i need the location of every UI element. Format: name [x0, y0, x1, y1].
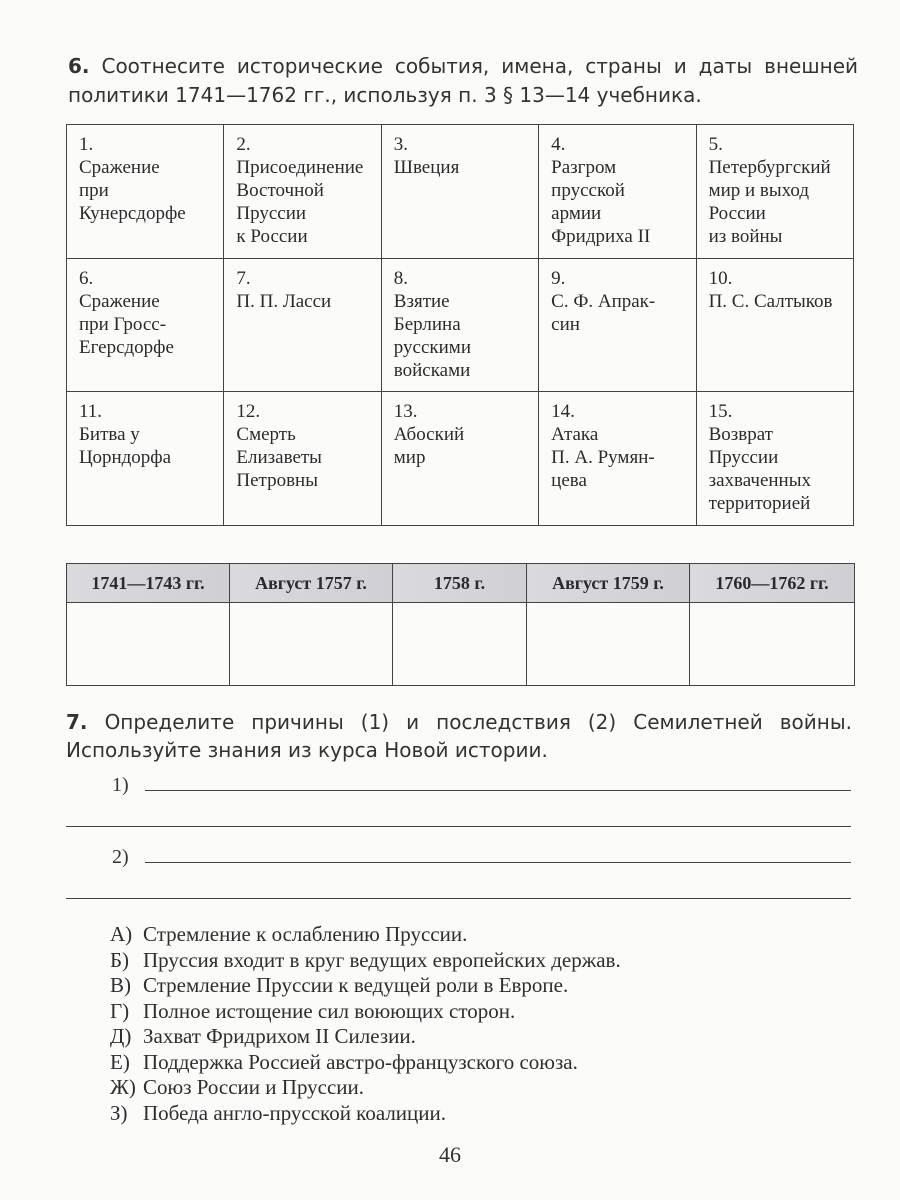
- grid-cell: [696, 392, 853, 526]
- answer-1-line[interactable]: [145, 790, 851, 791]
- option-text: Захват Фридрихом II Силезии.: [143, 1024, 416, 1048]
- table-row: [67, 392, 854, 526]
- cell-number: 7.: [236, 267, 251, 289]
- dates-answer-table: [66, 563, 855, 686]
- cell-number: 9.: [551, 267, 566, 289]
- cell-number: 2.: [236, 134, 251, 155]
- cell-number: 1.: [79, 134, 94, 155]
- answer-2-line[interactable]: [145, 862, 851, 863]
- cell-text: П. С. Салтыков: [708, 290, 833, 312]
- cell-number: 11.: [79, 401, 103, 423]
- cell-text: Атака П. А. Румян- цева: [551, 424, 655, 492]
- cell-text: Смерть Елизаветы Петровны: [236, 424, 322, 492]
- answer-1-label: 1): [112, 774, 129, 796]
- grid-cell: [67, 258, 224, 392]
- list-item: [110, 948, 850, 974]
- cell-number: 5.: [708, 134, 723, 155]
- events-grid-table: [66, 124, 854, 526]
- answer-1-line-continued[interactable]: [66, 826, 851, 827]
- answer-2-label: 2): [112, 846, 129, 868]
- option-letter: А): [110, 922, 133, 946]
- table-row: [67, 258, 854, 392]
- grid-cell: [539, 258, 696, 392]
- list-item: [110, 1024, 850, 1050]
- cell-text: Битва у Цорндорфа: [79, 424, 172, 469]
- option-text: Поддержка Россией австро-французского союза.: [143, 1049, 578, 1074]
- cell-text: Разгром прусской армии Фридриха II: [551, 157, 651, 247]
- cell-number: 6.: [79, 267, 94, 289]
- date-header: Август 1759 г.: [527, 564, 690, 603]
- grid-cell: [224, 125, 381, 259]
- grid-cell: [696, 258, 853, 392]
- cell-number: 3.: [393, 134, 409, 155]
- cell-text: Швеция: [393, 157, 460, 178]
- option-text: Стремление Пруссии к ведущей роли в Европе.: [143, 973, 569, 997]
- cell-number: 13.: [393, 401, 418, 423]
- option-text: Пруссия входит в круг ведущих европейских держав.: [143, 947, 621, 972]
- cell-number: 4.: [551, 134, 566, 155]
- cell-text: С. Ф. Апрак- син: [551, 290, 656, 335]
- list-item: [110, 999, 850, 1025]
- table-row: [67, 125, 854, 259]
- cell-number: 12.: [236, 401, 261, 423]
- cell-text: Сражение при Гросс- Егерсдорфе: [79, 290, 174, 358]
- grid-cell: [67, 125, 224, 259]
- grid-cell: [381, 392, 538, 526]
- grid-cell: [539, 392, 696, 526]
- date-header: 1760—1762 гг.: [690, 564, 855, 603]
- list-item: [110, 1101, 850, 1127]
- option-letter: Ж): [110, 1075, 136, 1099]
- cell-number: 10.: [708, 267, 733, 289]
- answer-cell[interactable]: [690, 603, 855, 686]
- task-7-instruction: [66, 708, 852, 764]
- task-7-number: 7.: [66, 710, 88, 734]
- dates-header-row: [67, 564, 855, 603]
- list-item: [110, 1075, 850, 1101]
- cell-text: Присоединение Восточной Пруссии к России: [236, 157, 364, 247]
- answer-cell[interactable]: [230, 603, 393, 686]
- page-number: 46: [439, 1142, 461, 1167]
- cell-number: 15.: [708, 401, 733, 423]
- grid-cell: [696, 125, 853, 259]
- task-6-number: 6.: [68, 54, 90, 78]
- grid-cell: [224, 392, 381, 526]
- task-6-instruction: [68, 52, 858, 110]
- cell-text: Абоский мир: [393, 424, 465, 469]
- grid-cell: [539, 125, 696, 259]
- dates-answer-row: [67, 603, 855, 686]
- grid-cell: [381, 125, 538, 259]
- option-text: Союз России и Пруссии.: [143, 1075, 365, 1099]
- cell-number: 14.: [551, 401, 575, 423]
- cell-number: 8.: [393, 267, 409, 289]
- option-letter: З): [110, 1100, 128, 1125]
- cell-text: Петербургский мир и выход России из войны: [708, 157, 831, 247]
- grid-cell: [224, 258, 381, 392]
- answer-2-line-continued[interactable]: [66, 898, 851, 899]
- cell-text: П. П. Ласси: [236, 290, 332, 312]
- answer-cell[interactable]: [67, 603, 230, 686]
- task-6-text: Соотнесите исторические события, имена, страны и даты внешней политики 1741—1762 гг., используя п. 3 § 13—14 учебника.: [68, 54, 858, 107]
- cell-text: Взятие Берлина русскими войсками: [393, 290, 471, 381]
- option-letter: Д): [110, 1024, 132, 1048]
- list-item: [110, 1050, 850, 1076]
- list-item: [110, 973, 850, 999]
- date-header: 1741—1743 гг.: [67, 564, 230, 603]
- grid-cell: [381, 258, 538, 392]
- option-letter: В): [110, 973, 131, 997]
- option-letter: Б): [110, 947, 130, 972]
- option-letter: Е): [110, 1049, 130, 1074]
- answer-options-list: [110, 922, 850, 1126]
- date-header: Август 1757 г.: [230, 564, 393, 603]
- date-header: 1758 г.: [393, 564, 527, 603]
- grid-cell: [67, 392, 224, 526]
- option-text: Стремление к ослаблению Пруссии.: [143, 922, 468, 946]
- option-text: Победа англо-прусской коалиции.: [143, 1100, 447, 1125]
- cell-text: Сражение при Кунерсдорфе: [79, 157, 186, 224]
- cell-text: Возврат Пруссии захваченных территорией: [708, 424, 811, 515]
- task-7-text: Определите причины (1) и последствия (2) Семилетней войны. Используйте знания из курса Новой истории.: [66, 710, 852, 762]
- answer-cell[interactable]: [393, 603, 527, 686]
- list-item: [110, 922, 850, 948]
- option-letter: Г): [110, 998, 130, 1023]
- option-text: Полное истощение сил воюющих сторон.: [143, 998, 516, 1023]
- answer-cell[interactable]: [527, 603, 690, 686]
